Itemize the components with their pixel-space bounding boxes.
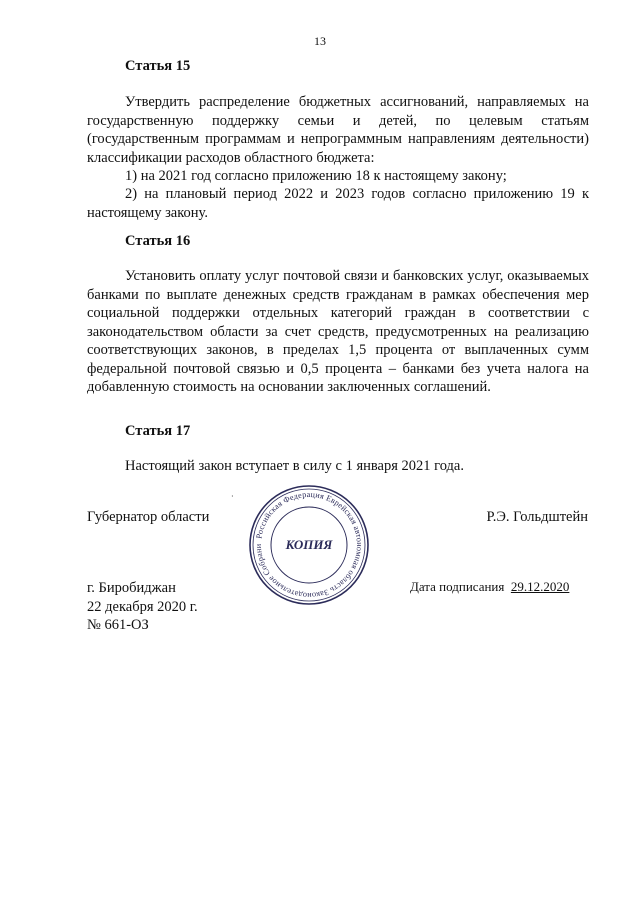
- article-15-heading: Статья 15: [125, 58, 191, 74]
- seal-ring-text: Российская Федерация Еврейская автономная область Законодательное Собрани: [253, 489, 365, 601]
- governor-title: Губернатор области: [87, 509, 210, 525]
- article-15-intro: Утвердить распределение бюджетных ассигнований, направляемых на государственную поддержку семьи и детей, по целевым статьям (государственным программам и непрограммным направлениям деятельности) классификации расходов областного бюджета:: [87, 94, 589, 166]
- law-date: 22 декабря 2020 г.: [87, 598, 198, 615]
- seal-center-text: КОПИЯ: [285, 537, 333, 552]
- article-15-item-1: 1) на 2021 год согласно приложению 18 к настоящему закону;: [125, 168, 507, 184]
- sign-date-value: 29.12.2020: [510, 579, 570, 594]
- city: г. Биробиджан: [87, 580, 176, 596]
- page-number: 13: [314, 34, 326, 48]
- official-seal: [247, 483, 371, 607]
- article-16-text: Установить оплату услуг почтовой связи и банковских услуг, оказываемых банками по выплате денежных средств гражданам в рамках обеспечения мер социальной поддержки отдельных категорий граждан в соответствии с законодательством области за счет средств, предусмотренных на реализацию соответствующих законов, в пределах 1,5 процента от выплаченных сумм федеральной почтовой связью и 0,5 процента – банками без учета налога на добавленную стоимость на основании заключенных соглашений.: [87, 268, 589, 395]
- article-17-text: Настоящий закон вступает в силу с 1 января 2021 года.: [125, 458, 464, 474]
- place-block: [87, 579, 198, 635]
- governor-name: Р.Э. Гольдштейн: [486, 509, 588, 525]
- sign-date-label: Дата подписания: [410, 579, 505, 594]
- article-15-item-2: 2) на плановый период 2022 и 2023 годов согласно приложению 19 к настоящему закону.: [87, 186, 589, 221]
- article-16-heading: Статья 16: [125, 233, 191, 249]
- mark-dot: ·: [231, 492, 234, 501]
- law-number: № 661-ОЗ: [87, 617, 149, 633]
- sign-date: [410, 579, 569, 595]
- article-17-heading: Статья 17: [125, 423, 191, 439]
